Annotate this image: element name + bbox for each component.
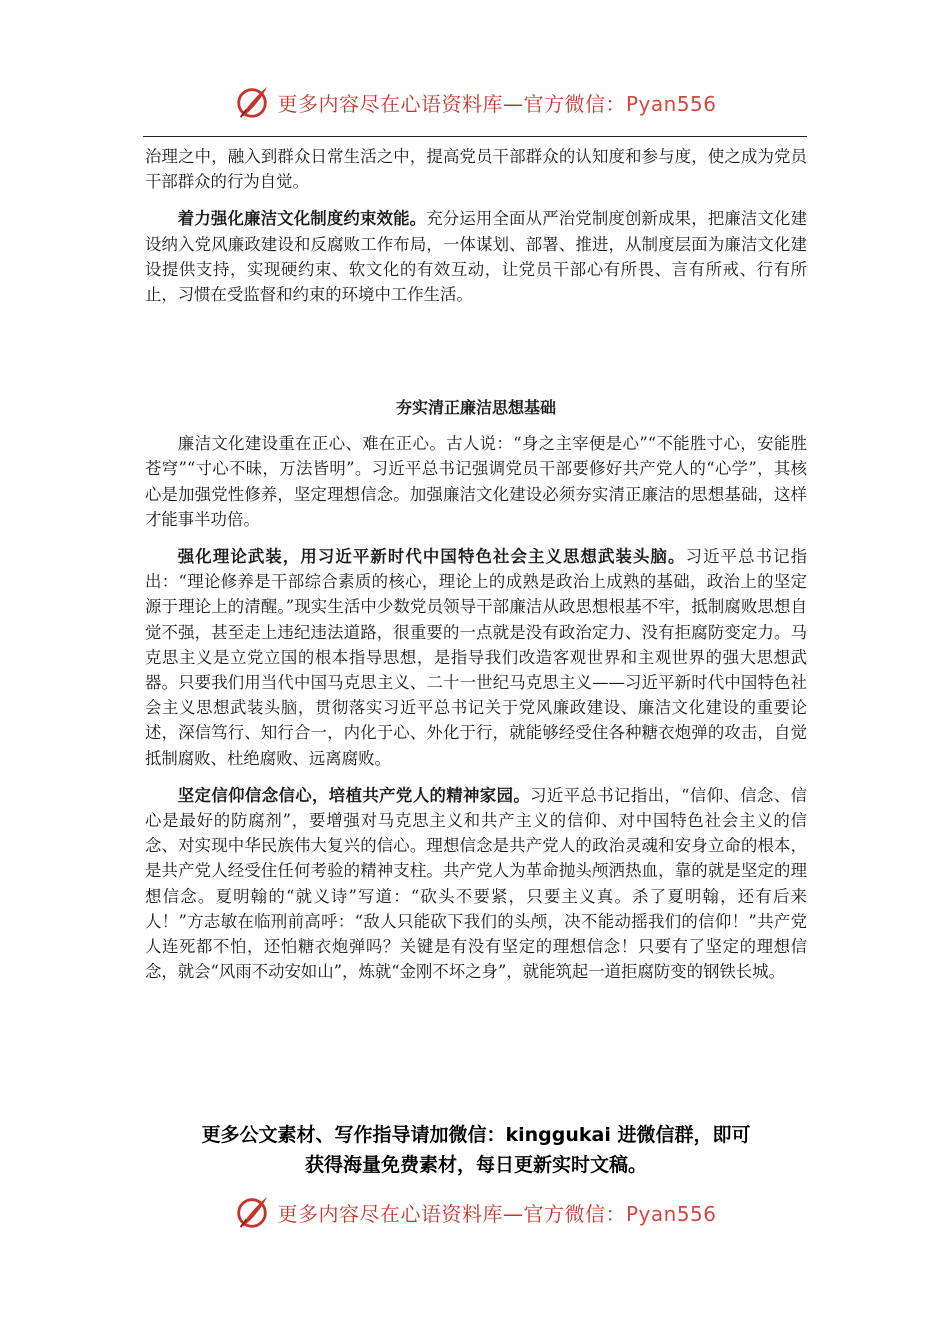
- footer-brand-text: 更多内容尽在心语资料库—官方微信：Pyan556: [277, 1201, 717, 1226]
- header-brand-text: 更多内容尽在心语资料库—官方微信：Pyan556: [277, 91, 717, 116]
- paragraph-2: [145, 206, 807, 307]
- footer-brand-id: Pyan556: [625, 1201, 717, 1226]
- footer-watermark: [0, 1190, 950, 1234]
- quill-logo-icon: [233, 83, 271, 121]
- paragraph-3: 廉洁文化建设重在正心、难在正心。古人说：“身之主宰便是心”“不能胜寸心，安能胜苍穹”“寸心不昧，万法皆明”。习近平总书记强调党员干部要修好共产党人的“心学”，其核心是加强党性修养，坚定理想信念。加强廉洁文化建设必须夯实清正廉洁的思想基础，这样才能事半功倍。: [145, 434, 807, 529]
- paragraph-4-lead: 强化理论武装，用习近平新时代中国特色社会主义思想武装头脑。: [177, 547, 686, 567]
- section-title: 夯实清正廉洁思想基础: [395, 398, 556, 418]
- paragraph-4-body: 习近平总书记指出：“理论修养是干部综合素质的核心，理论上的成熟是政治上成熟的基础，政治上的坚定源于理论上的清醒。”现实生活中少数党员领导干部廉洁从政思想根基不牢，抵制腐败思想自觉不强，甚至走上违纪违法道路，很重要的一点就是没有政治定力、没有拒腐防变定力。马克思主义是立党立国的根本指导思想，是指导我们改造客观世界和主观世界的强大思想武器。只要我们用当代中国马克思主义、二十一世纪马克思主义——习近平新时代中国特色社会主义思想武装头脑，贯彻落实习近平总书记关于党风廉政建设、廉洁文化建设的重要论述，深信笃行、知行合一，内化于心、外化于行，就能够经受住各种糖衣炮弹的攻击，自觉抵制腐败、杜绝腐败、远离腐败。: [145, 547, 808, 768]
- paragraph-5: [145, 783, 807, 985]
- paragraph-5-body: 习近平总书记指出，“信仰、信念、信心是最好的防腐剂”，要增强对马克思主义和共产主义的信仰、对中国特色社会主义的信念、对实现中华民族伟大复兴的信心。理想信念是共产党人的政治灵魂和安身立命的根本，是共产党人经受住任何考验的精神支柱。共产党人为革命抛头颅洒热血，靠的就是坚定的理想信念。夏明翰的“就义诗”写道：“砍头不要紧，只要主义真。杀了夏明翰，还有后来人！”方志敏在临刑前高呼：“敌人只能砍下我们的头颅，决不能动摇我们的信仰！”共产党人连死都不怕，还怕糖衣炮弹吗？关键是有没有坚定的理想信念！只要有了坚定的理想信念，就会“风雨不动安如山”，炼就“金刚不坏之身”，就能筑起一道拒腐防变的钢铁长城。: [145, 785, 807, 982]
- promo-line-1: 更多公文素材、写作指导请加微信：kinggukai 进微信群，即可: [201, 1124, 751, 1146]
- paragraph-4: [145, 544, 807, 771]
- paragraph-2-body: 充分运用全面从严治党制度创新成果，把廉洁文化建设纳入党风廉政建设和反腐败工作布局，一体谋划、部署、推进，从制度层面为廉洁文化建设提供支持，实现硬约束、软文化的有效互动，让党员干部心有所畏、言有所戒、行有所止，习惯在受监督和约束的环境中工作生活。: [145, 209, 807, 305]
- header-watermark: [0, 80, 950, 124]
- paragraph-1: 治理之中，融入到群众日常生活之中，提高党员干部群众的认知度和参与度，使之成为党员干部群众的行为自觉。: [145, 147, 807, 192]
- paragraph-2-lead: 着力强化廉洁文化制度约束效能。: [177, 209, 427, 229]
- header-divider: [143, 136, 807, 137]
- quill-logo-icon: [233, 1193, 271, 1231]
- section-spacer: [145, 307, 807, 395]
- promo-line-2: 获得海量免费素材，每日更新实时文稿。: [304, 1154, 647, 1176]
- paragraph-5-lead: 坚定信仰信念信心，培植共产党人的精神家园。: [177, 785, 531, 805]
- promo-notice: [145, 1120, 807, 1180]
- header-brand-id: Pyan556: [625, 91, 717, 116]
- document-body: [145, 144, 807, 984]
